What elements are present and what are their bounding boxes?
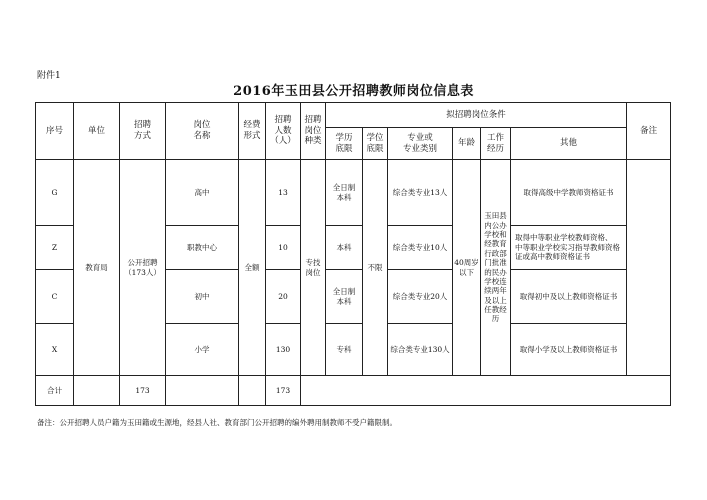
table-row — [36, 160, 671, 226]
header-position-line1: 岗位 — [193, 120, 211, 131]
total-position — [166, 376, 239, 406]
header-funding-line1: 经费 — [243, 120, 261, 131]
cell-education — [326, 270, 363, 324]
total-funding — [239, 376, 266, 406]
header-method — [120, 103, 166, 160]
cell-education: 本科 — [326, 226, 363, 270]
header-method-line2: 方式 — [133, 131, 151, 141]
header-work-line2: 经历 — [486, 143, 504, 154]
total-count: 173 — [266, 376, 301, 406]
cell-other-line3: 证或高中教师资格证书 — [515, 252, 590, 262]
cell-education — [326, 160, 363, 226]
cell-other-line1: 取得中等职业学校教师资格、 — [515, 233, 613, 243]
total-row — [36, 376, 671, 406]
cell-major: 综合类专业130人 — [388, 324, 453, 376]
header-row-1 — [36, 103, 671, 128]
cell-seq: G — [36, 160, 74, 226]
cell-unit: 教育局 — [74, 160, 120, 376]
header-edu-line2: 底限 — [335, 143, 353, 154]
cell-edu-line2: 本科 — [336, 296, 352, 306]
total-rest — [301, 376, 671, 406]
header-funding-line2: 形式 — [243, 131, 261, 141]
header-age: 年龄 — [453, 128, 481, 160]
header-conditions: 拟招聘岗位条件 — [326, 103, 627, 128]
total-unit — [74, 376, 120, 406]
cell-age-line1: 40周岁 — [454, 258, 479, 268]
cell-ptype-line2: 岗位 — [305, 267, 321, 277]
total-label: 合计 — [36, 376, 74, 406]
cell-edu-line2: 本科 — [336, 192, 352, 202]
cell-other — [511, 226, 627, 270]
cell-ptype-line1: 专技 — [305, 258, 321, 268]
cell-degree: 不限 — [363, 160, 388, 376]
header-position-line2: 名称 — [193, 131, 211, 141]
cell-position-type — [301, 160, 326, 376]
header-ptype-line3: 种类 — [304, 136, 322, 147]
header-work — [481, 128, 511, 160]
cell-position: 职教中心 — [166, 226, 239, 270]
header-ptype-line1: 招聘 — [304, 115, 322, 126]
header-ptype-line2: 岗位 — [304, 125, 322, 136]
header-count — [266, 103, 301, 160]
cell-edu-line1: 全日制 — [332, 287, 356, 297]
cell-age-line2: 以下 — [459, 267, 474, 277]
header-count-line1: 招聘 — [274, 115, 292, 126]
cell-seq: C — [36, 270, 74, 324]
header-funding — [239, 103, 266, 160]
header-major-line2: 专业类别 — [402, 143, 437, 154]
header-count-line3: （人） — [270, 136, 296, 147]
header-other: 其他 — [511, 128, 627, 160]
header-edu-line1: 学历 — [335, 132, 353, 143]
cell-work-experience: 玉田县内公办学校和经教育行政部门批准的民办学校连续两年及以上任教经历 — [481, 160, 511, 376]
cell-remarks — [627, 160, 671, 376]
cell-count: 13 — [266, 160, 301, 226]
cell-other-line1: 取得高级中学教师资格证书 — [523, 187, 614, 197]
cell-other: 取得小学及以上教师资格证书 — [511, 324, 627, 376]
cell-other-line2: 中等职业学校实习指导教师资格 — [515, 242, 620, 252]
header-remarks: 备注 — [627, 103, 671, 160]
header-major-line1: 专业或 — [407, 132, 433, 143]
header-degree-line1: 学位 — [366, 132, 384, 143]
cell-education: 专科 — [326, 324, 363, 376]
total-method: 173 — [120, 376, 166, 406]
cell-method-line2: （173人） — [124, 267, 161, 277]
header-method-line1: 招聘 — [133, 120, 151, 131]
cell-other: 取得初中及以上教师资格证书 — [511, 270, 627, 324]
header-major — [388, 128, 453, 160]
cell-major: 综合类专业20人 — [388, 270, 453, 324]
page-title: 2016年玉田县公开招聘教师岗位信息表 — [233, 84, 474, 99]
header-position-type — [301, 103, 326, 160]
recruitment-table — [35, 102, 671, 406]
cell-position: 小学 — [166, 324, 239, 376]
header-work-line1: 工作 — [486, 132, 504, 143]
header-degree-line2: 底限 — [366, 143, 384, 154]
attachment-label: 附件1 — [37, 71, 61, 81]
cell-method — [120, 160, 166, 376]
cell-seq: X — [36, 324, 74, 376]
cell-edu-line1: 全日制 — [332, 183, 356, 193]
cell-count: 130 — [266, 324, 301, 376]
cell-position: 高中 — [166, 160, 239, 226]
cell-major: 综合类专业13人 — [388, 160, 453, 226]
cell-major: 综合类专业10人 — [388, 226, 453, 270]
footnote: 备注：公开招聘人员户籍为玉田籍或生源地，经县人社、教育部门公开招聘的编外聘用制教师不受户籍限制。 — [37, 418, 397, 427]
cell-count: 20 — [266, 270, 301, 324]
header-seq: 序号 — [36, 103, 74, 160]
cell-age — [453, 160, 481, 376]
header-education — [326, 128, 363, 160]
cell-seq: Z — [36, 226, 74, 270]
cell-method-line1: 公开招聘 — [127, 258, 158, 268]
header-unit: 单位 — [74, 103, 120, 160]
cell-position: 初中 — [166, 270, 239, 324]
header-position — [166, 103, 239, 160]
cell-funding: 全额 — [239, 160, 266, 376]
cell-other — [511, 160, 627, 226]
header-count-line2: 人数 — [274, 125, 292, 136]
cell-count: 10 — [266, 226, 301, 270]
header-degree — [363, 128, 388, 160]
